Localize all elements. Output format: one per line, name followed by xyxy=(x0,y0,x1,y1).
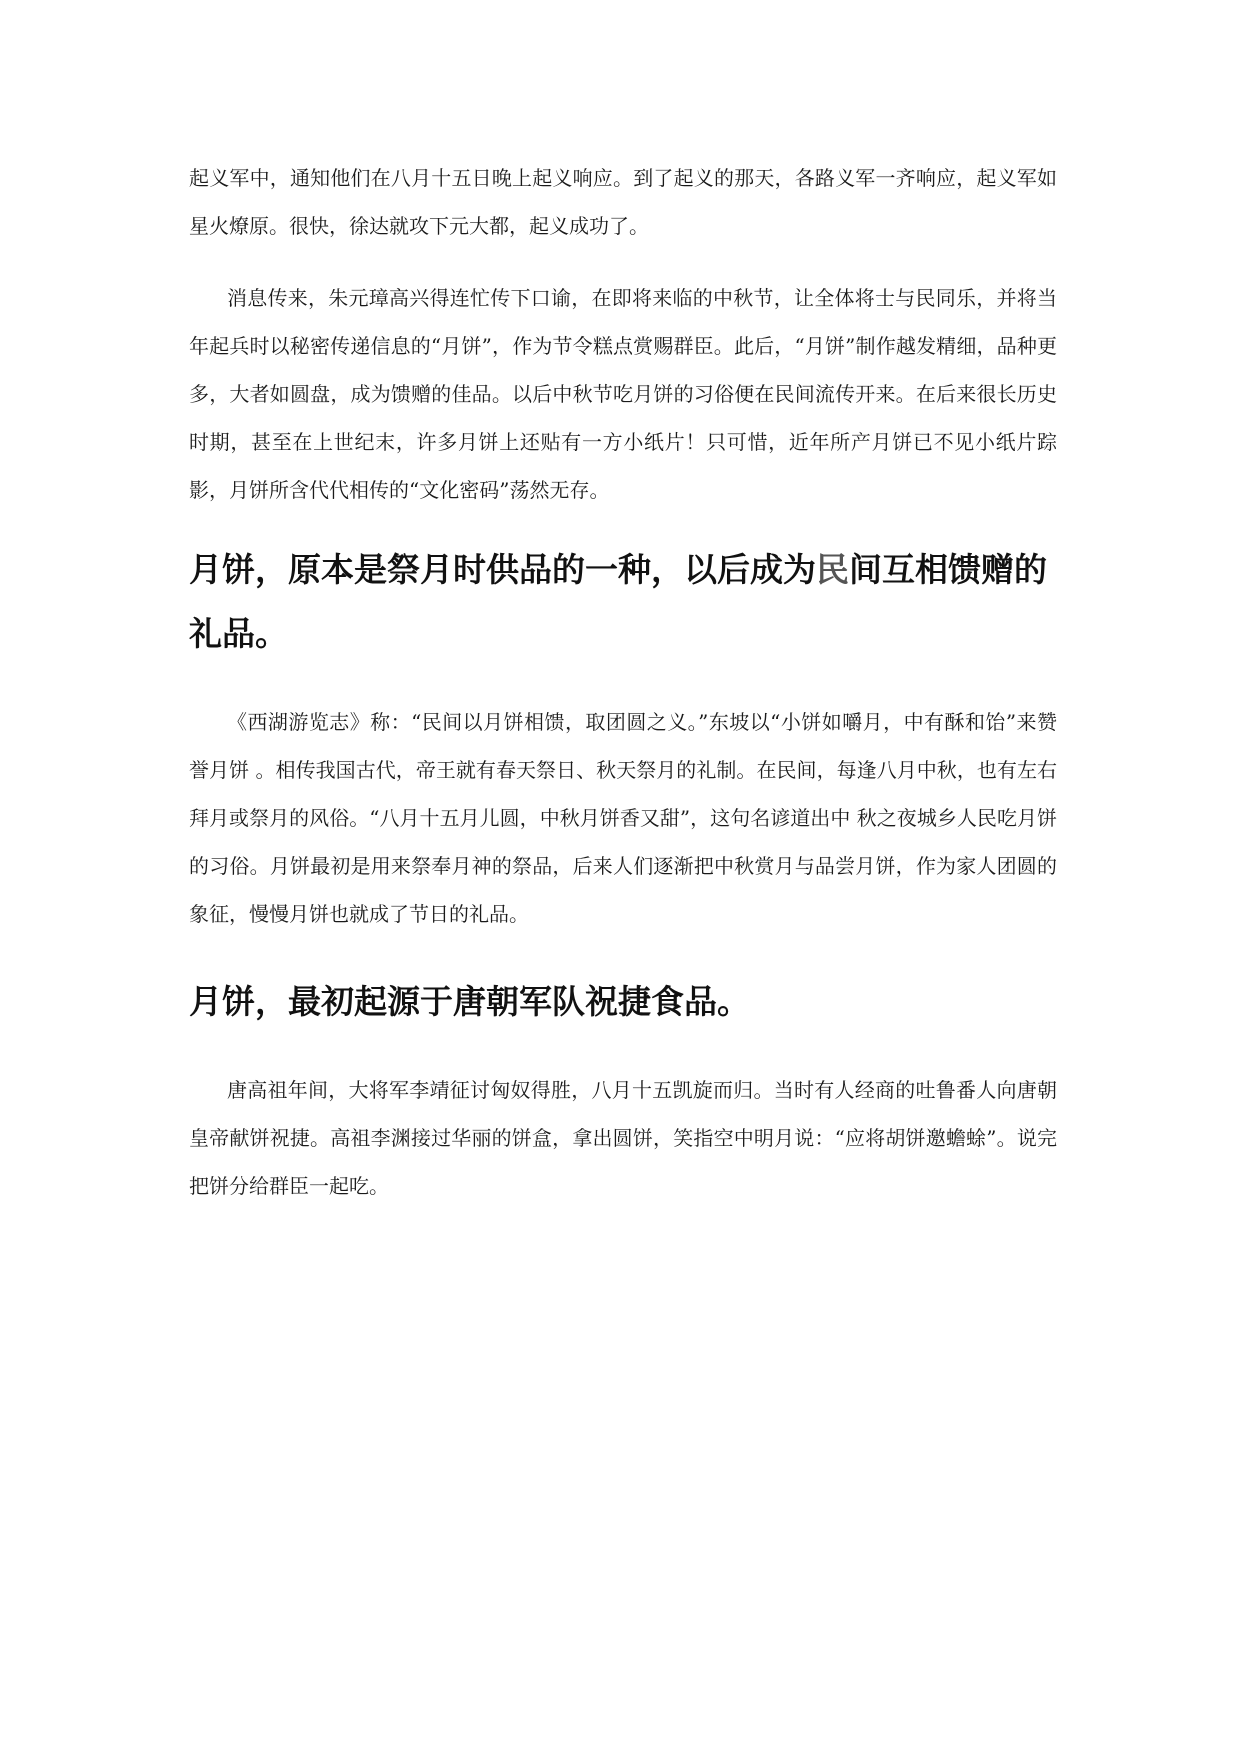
paragraph-spacer xyxy=(189,666,1057,698)
document-body xyxy=(189,154,1057,1210)
paragraph-west-lake-record: 《西湖游览志》称：“民间以月饼相馈，取团圆之义。”东坡以“小饼如嚼月，中有酥和饴”来赞誉月饼 。相传我国古代，帝王就有春天祭日、秋天祭月的礼制。在民间，每逢八月中秋，也有左右拜月或祭月的风俗。“八月十五月儿圆，中秋月饼香又甜”，这句名谚道出中 秋之夜城乡人民吃月饼的习俗。月饼最初是用来祭奉月神的祭品，后来人们逐渐把中秋赏月与品尝月饼，作为家人团圆的象征，慢慢月饼也就成了节日的礼品。 xyxy=(189,710,1057,926)
heading-text: 间互相馈赠的礼品。 xyxy=(189,550,1047,653)
paragraph-zhu-yuanzhang-mooncake: 消息传来，朱元璋高兴得连忙传下口谕，在即将来临的中秋节，让全体将士与民同乐，并将当年起兵时以秘密传递信息的“月饼”，作为节令糕点赏赐群臣。此后，“月饼”制作越发精细，品种更多，大者如圆盘，成为馈赠的佳品。以后中秋节吃月饼的习俗便在民间流传开来。在后来很长历史时期，甚至在上世纪末，许多月饼上还贴有一方小纸片！只可惜，近年所产月饼已不见小纸片踪影，月饼所含代代相传的“文化密码”荡然无存。 xyxy=(189,286,1057,502)
paragraph-spacer xyxy=(189,938,1057,970)
section-heading-tang-origin: 月饼，最初起源于唐朝军队祝捷食品。 xyxy=(189,982,750,1021)
heading-text: 月饼，原本是祭月时供品的一种，以后成为 xyxy=(189,550,816,589)
paragraph-spacer xyxy=(189,250,1057,274)
paragraph-uprising-success: 起义军中，通知他们在八月十五日晚上起义响应。到了起义的那天，各路义军一齐响应，起义军如星火燎原。很快，徐达就攻下元大都，起义成功了。 xyxy=(189,166,1057,238)
heading-highlight-char: 民 xyxy=(816,550,849,589)
section-heading-gift-origin xyxy=(189,538,1057,666)
paragraph-tang-gaozu: 唐高祖年间，大将军李靖征讨匈奴得胜，八月十五凯旋而归。当时有人经商的吐鲁番人向唐朝皇帝献饼祝捷。高祖李渊接过华丽的饼盒，拿出圆饼，笑指空中明月说：“应将胡饼邀蟾蜍”。说完把饼分给群臣一起吃。 xyxy=(189,1078,1057,1198)
paragraph-spacer xyxy=(189,1034,1057,1066)
paragraph-spacer xyxy=(189,514,1057,538)
